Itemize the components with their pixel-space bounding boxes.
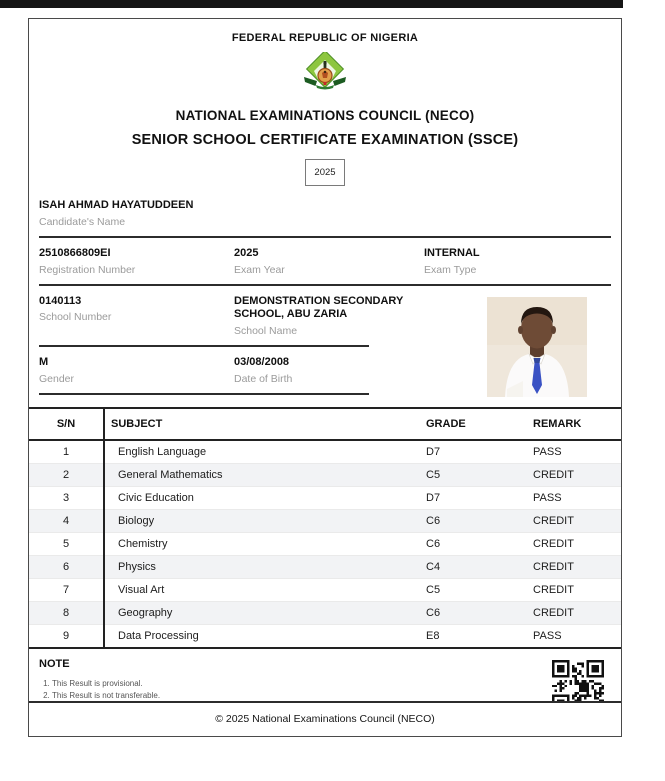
- cell-grade: C5: [426, 583, 441, 596]
- registration-number-label: Registration Number: [39, 263, 136, 276]
- cell-remark: PASS: [533, 445, 562, 458]
- registration-number-value: 2510866809EI: [39, 246, 111, 259]
- cell-grade: C6: [426, 606, 441, 619]
- candidate-passport-photo: [487, 297, 587, 397]
- exam-type-value: INTERNAL: [424, 246, 480, 259]
- cell-sn: 8: [29, 601, 104, 624]
- cell-subject: Geography: [118, 606, 173, 619]
- date-of-birth-field: [234, 356, 424, 385]
- cell-sn: 3: [29, 486, 104, 509]
- cell-subject: Physics: [118, 560, 156, 573]
- table-header-row: [29, 408, 621, 440]
- neco-coat-of-arms-logo: [302, 52, 348, 94]
- school-number-label: School Number: [39, 311, 112, 324]
- school-number-field: [39, 295, 234, 338]
- exam-year-label: Exam Year: [234, 263, 285, 276]
- cell-sn: 2: [29, 463, 104, 486]
- exam-year-field: [234, 247, 424, 276]
- gender-label: Gender: [39, 372, 75, 385]
- cell-remark: CREDIT: [533, 537, 574, 550]
- exam-type-field: [424, 247, 611, 276]
- header-grade: GRADE: [420, 408, 527, 440]
- results-table: [29, 407, 621, 649]
- gender-field: [39, 356, 234, 385]
- exam-year-box: 2025: [305, 159, 345, 186]
- divider: [39, 284, 611, 286]
- table-row: [29, 578, 621, 601]
- school-row: [39, 295, 479, 338]
- cell-subject: Biology: [118, 514, 155, 527]
- table-row: [29, 601, 621, 624]
- table-row: [29, 440, 621, 464]
- cell-remark: CREDIT: [533, 583, 574, 596]
- date-of-birth-label: Date of Birth: [234, 372, 293, 385]
- table-row: [29, 509, 621, 532]
- gender-row: [39, 356, 479, 385]
- cell-grade: D7: [426, 491, 441, 504]
- note-item: 1. This Result is provisional.: [52, 678, 447, 690]
- candidate-name-field: [39, 199, 611, 228]
- cell-subject: Chemistry: [118, 537, 168, 550]
- divider: [39, 236, 611, 238]
- cell-subject: Civic Education: [118, 491, 194, 504]
- cell-subject: General Mathematics: [118, 468, 223, 481]
- footer-copyright: © 2025 National Examinations Council (NECO): [29, 701, 621, 736]
- cell-grade: C4: [426, 560, 441, 573]
- cell-remark: CREDIT: [533, 560, 574, 573]
- exam-type-label: Exam Type: [424, 263, 477, 276]
- cell-subject: Data Processing: [118, 629, 199, 642]
- school-name-label: School Name: [234, 325, 298, 337]
- cell-sn: 5: [29, 532, 104, 555]
- header-remark: REMARK: [527, 408, 621, 440]
- school-number-value: 0140113: [39, 294, 82, 307]
- cell-remark: CREDIT: [533, 606, 574, 619]
- cell-grade: D7: [426, 445, 441, 458]
- window-top-bar: [0, 0, 623, 8]
- cell-subject: English Language: [118, 445, 207, 458]
- results-table-body: [29, 440, 621, 648]
- header-subject: SUBJECT: [104, 408, 420, 440]
- cell-remark: CREDIT: [533, 514, 574, 527]
- school-photo-block: [39, 295, 611, 395]
- note-heading: NOTE: [39, 657, 70, 670]
- cell-sn: 9: [29, 624, 104, 648]
- country-title: FEDERAL REPUBLIC OF NIGERIA: [231, 32, 419, 44]
- cell-sn: 4: [29, 509, 104, 532]
- table-row: [29, 624, 621, 648]
- registration-row: [39, 247, 611, 276]
- exam-year-value: 2025: [234, 246, 259, 259]
- divider: [39, 393, 369, 395]
- candidate-info-section: [29, 199, 621, 395]
- exam-title: SENIOR SCHOOL CERTIFICATE EXAMINATION (SSCE): [131, 132, 519, 148]
- result-document-page: [28, 18, 622, 737]
- council-title: NATIONAL EXAMINATIONS COUNCIL (NECO): [175, 108, 475, 123]
- cell-remark: PASS: [533, 629, 562, 642]
- table-row: [29, 463, 621, 486]
- school-name-value: DEMONSTRATION SECONDARY SCHOOL, ABU ZARIA: [234, 294, 404, 321]
- school-name-field: [234, 295, 424, 338]
- candidate-name-label: Candidate's Name: [39, 215, 126, 228]
- gender-value: M: [39, 356, 49, 368]
- cell-grade: E8: [426, 629, 440, 642]
- cell-subject: Visual Art: [118, 583, 165, 596]
- cell-sn: 1: [29, 440, 104, 464]
- registration-number-field: [39, 247, 234, 276]
- date-of-birth-value: 03/08/2008: [234, 356, 290, 368]
- header-sn: S/N: [29, 408, 104, 440]
- cell-sn: 7: [29, 578, 104, 601]
- table-row: [29, 486, 621, 509]
- table-row: [29, 555, 621, 578]
- divider: [39, 345, 369, 347]
- table-row: [29, 532, 621, 555]
- note-item: 2. This Result is not transferable.: [52, 690, 447, 702]
- cell-sn: 6: [29, 555, 104, 578]
- cell-grade: C6: [426, 537, 441, 550]
- cell-grade: C5: [426, 468, 441, 481]
- cell-grade: C6: [426, 514, 441, 527]
- cell-remark: PASS: [533, 491, 562, 504]
- candidate-name-value: ISAH AHMAD HAYATUDDEEN: [39, 199, 194, 211]
- cell-remark: CREDIT: [533, 468, 574, 481]
